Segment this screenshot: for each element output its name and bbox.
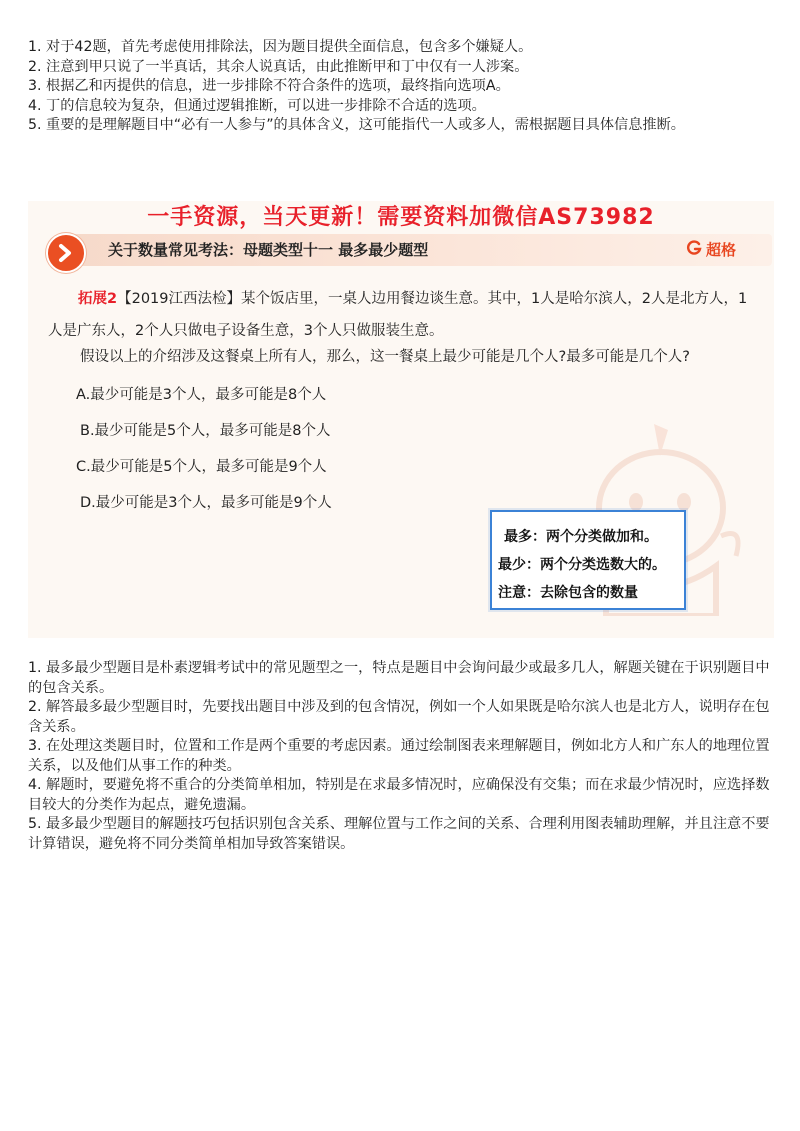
brand-g-icon: [686, 235, 702, 267]
tip-line: 注意：去除包含的数量: [498, 585, 638, 601]
slide-title: 关于数量常见考法：母题类型十一 最多最少题型: [108, 241, 429, 259]
note-item: 5. 重要的是理解题目中“必有一人参与”的具体含义，这可能指代一人或多人，需根据题目具体信息推断。: [28, 117, 685, 133]
arrow-right-icon: [46, 233, 86, 273]
tip-line: 最多：两个分类做加和。: [504, 529, 658, 545]
notes-top: [28, 38, 776, 136]
note-item: 4. 丁的信息较为复杂，但通过逻辑推断，可以进一步排除不合适的选项。: [28, 97, 486, 114]
option-b: B.最少可能是5个人，最多可能是8个人: [80, 423, 331, 439]
brand-name: 超格: [706, 241, 737, 259]
brand-logo: [686, 234, 736, 266]
problem-text: 【2019江西法检】某个饭店里，一桌人边用餐边谈生意。其中，1人是哈尔滨人，2人是北方人，1人是广东人，2个人只做电子设备生意，3个人只做服装生意。: [48, 291, 748, 339]
note-item: 4. 解题时，要避免将不重合的分类简单相加，特别是在求最多情况时，应确保没有交集；而在求最少情况时，应选择数目较大的分类作为起点，避免遗漏。: [28, 777, 770, 813]
note-item: 2. 注意到甲只说了一半真话，其余人说真话，由此推断甲和丁中仅有一人涉案。: [28, 58, 529, 75]
option-a: A.最少可能是3个人，最多可能是8个人: [76, 387, 327, 403]
note-item: 3. 根据乙和丙提供的信息，进一步排除不符合条件的选项，最终指向选项A。: [28, 78, 510, 94]
note-item: 3. 在处理这类题目时，位置和工作是两个重要的考虑因素。通过绘制图表来理解题目，例如北方人和广东人的地理位置关系，以及他们从事工作的种类。: [28, 738, 770, 774]
tip-box: [490, 510, 686, 610]
problem-tag: 拓展2: [78, 291, 118, 307]
note-item: 5. 最多最少型题目的解题技巧包括识别包含关系、理解位置与工作之间的关系、合理利用图表辅助理解，并且注意不要计算错误，避免将不同分类简单相加导致答案错误。: [28, 816, 770, 852]
problem-statement: [48, 283, 754, 347]
note-item: 1. 最多最少型题目是朴素逻辑考试中的常见题型之一，特点是题目中会询问最少或最多几人，解题关键在于识别题目中的包含关系。: [28, 660, 770, 696]
option-d: D.最少可能是3个人，最多可能是9个人: [80, 495, 332, 511]
note-item: 1. 对于42题，首先考虑使用排除法，因为题目提供全面信息，包含多个嫌疑人。: [28, 39, 533, 55]
notes-bottom: [28, 659, 776, 854]
tip-line: 最少：两个分类选数大的。: [498, 557, 666, 573]
option-c: C.最少可能是5个人，最多可能是9个人: [76, 459, 327, 475]
slide-banner: 一手资源，当天更新！需要资料加微信AS73982: [147, 205, 655, 230]
note-item: 2. 解答最多最少型题目时，先要找出题目中涉及到的包含情况，例如一个人如果既是哈尔滨人也是北方人，说明存在包含关系。: [28, 699, 770, 735]
question-text: 假设以上的介绍涉及这餐桌上所有人，那么，这一餐桌上最少可能是几个人?最多可能是几个人?: [80, 349, 690, 365]
lecture-slide: [28, 201, 774, 638]
